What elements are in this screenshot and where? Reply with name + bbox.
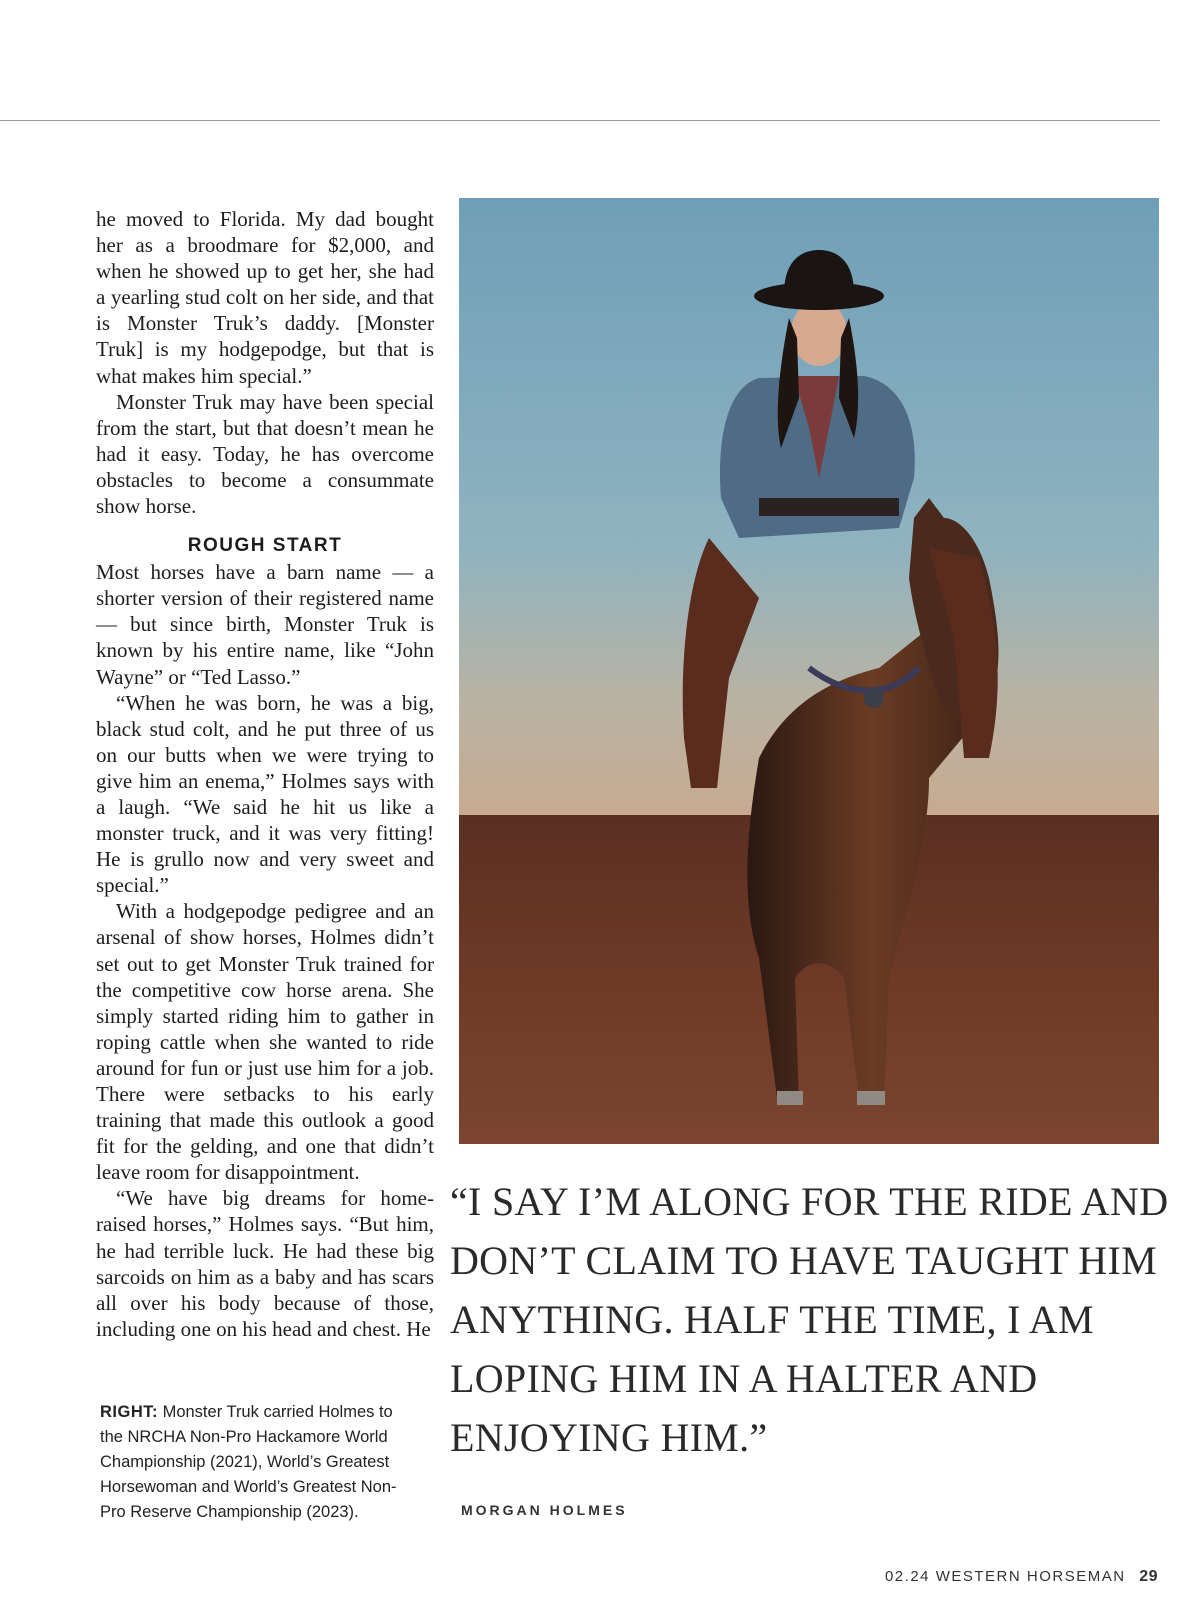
section-paragraph-3: With a hodgepodge pedigree and an arsenal of show horses, Holmes didn’t set out to get Monster Truk trained for the competitive cow horse arena. She simply started riding him to gather in roping cattle when she wanted to ride around for fun or just use him for a job. There were setbacks to his early training that made this outlook a good fit for the gelding, and one that didn’t leave room for disappointment. <box>96 899 434 1185</box>
photo-caption <box>100 1400 418 1525</box>
section-paragraph-1: Most horses have a barn name — a shorter version of their registered name — but since birth, Monster Truk is known by his entire name, like “John Wayne” or “Ted Lasso.” <box>96 560 434 689</box>
top-rule <box>0 120 1160 121</box>
intro-paragraph-1: he moved to Florida. My dad bought her as a broodmare for $2,000, and when he showed up to get her, she had a yearling stud colt on her side, and that is Monster Truk’s daddy. [Monster Truk] is my hodgepodge, but that is what makes him special.” <box>96 207 434 388</box>
page-footer <box>885 1568 1158 1586</box>
quote-attribution: MORGAN HOLMES <box>461 1502 628 1518</box>
article-body <box>96 206 434 1342</box>
pull-quote: “I SAY I’M ALONG FOR THE RIDE AND DON’T CLAIM TO HAVE TAUGHT HIM ANYTHING. HALF THE TIME, I AM LOPING HIM IN A HALTER AND ENJOYING HIM.” <box>450 1179 1169 1460</box>
rider-photo <box>459 198 1159 1144</box>
caption-text: Monster Truk carried Holmes to the NRCHA Non-Pro Hackamore World Championship (2021), World’s Greatest Horsewoman and World’s Greatest Non-Pro Reserve Championship (2023). <box>100 1403 397 1521</box>
magazine-name: WESTERN HORSEMAN <box>935 1568 1126 1585</box>
section-heading: ROUGH START <box>187 535 343 557</box>
section-paragraph-4: “We have big dreams for home-raised horses,” Holmes says. “But him, he had terrible luck. He had these big sarcoids on him as a baby and has scars all over his body because of those, including one on his head and chest. He <box>96 1186 434 1341</box>
intro-paragraph-2: Monster Truk may have been special from the start, but that doesn’t mean he had it easy. Today, he has overcome obstacles to become a consummate show horse. <box>96 389 434 519</box>
page-number: 29 <box>1139 1568 1158 1585</box>
issue-date: 02.24 <box>884 1568 931 1585</box>
section-paragraph-2: “When he was born, he was a big, black stud colt, and he put three of us on our butts when we were trying to give him an enema,” Holmes says with a laugh. “We said he hit us like a monster truck, and it was very fitting! He is grullo now and very sweet and special.” <box>96 690 434 898</box>
caption-lead: RIGHT: <box>100 1403 158 1421</box>
